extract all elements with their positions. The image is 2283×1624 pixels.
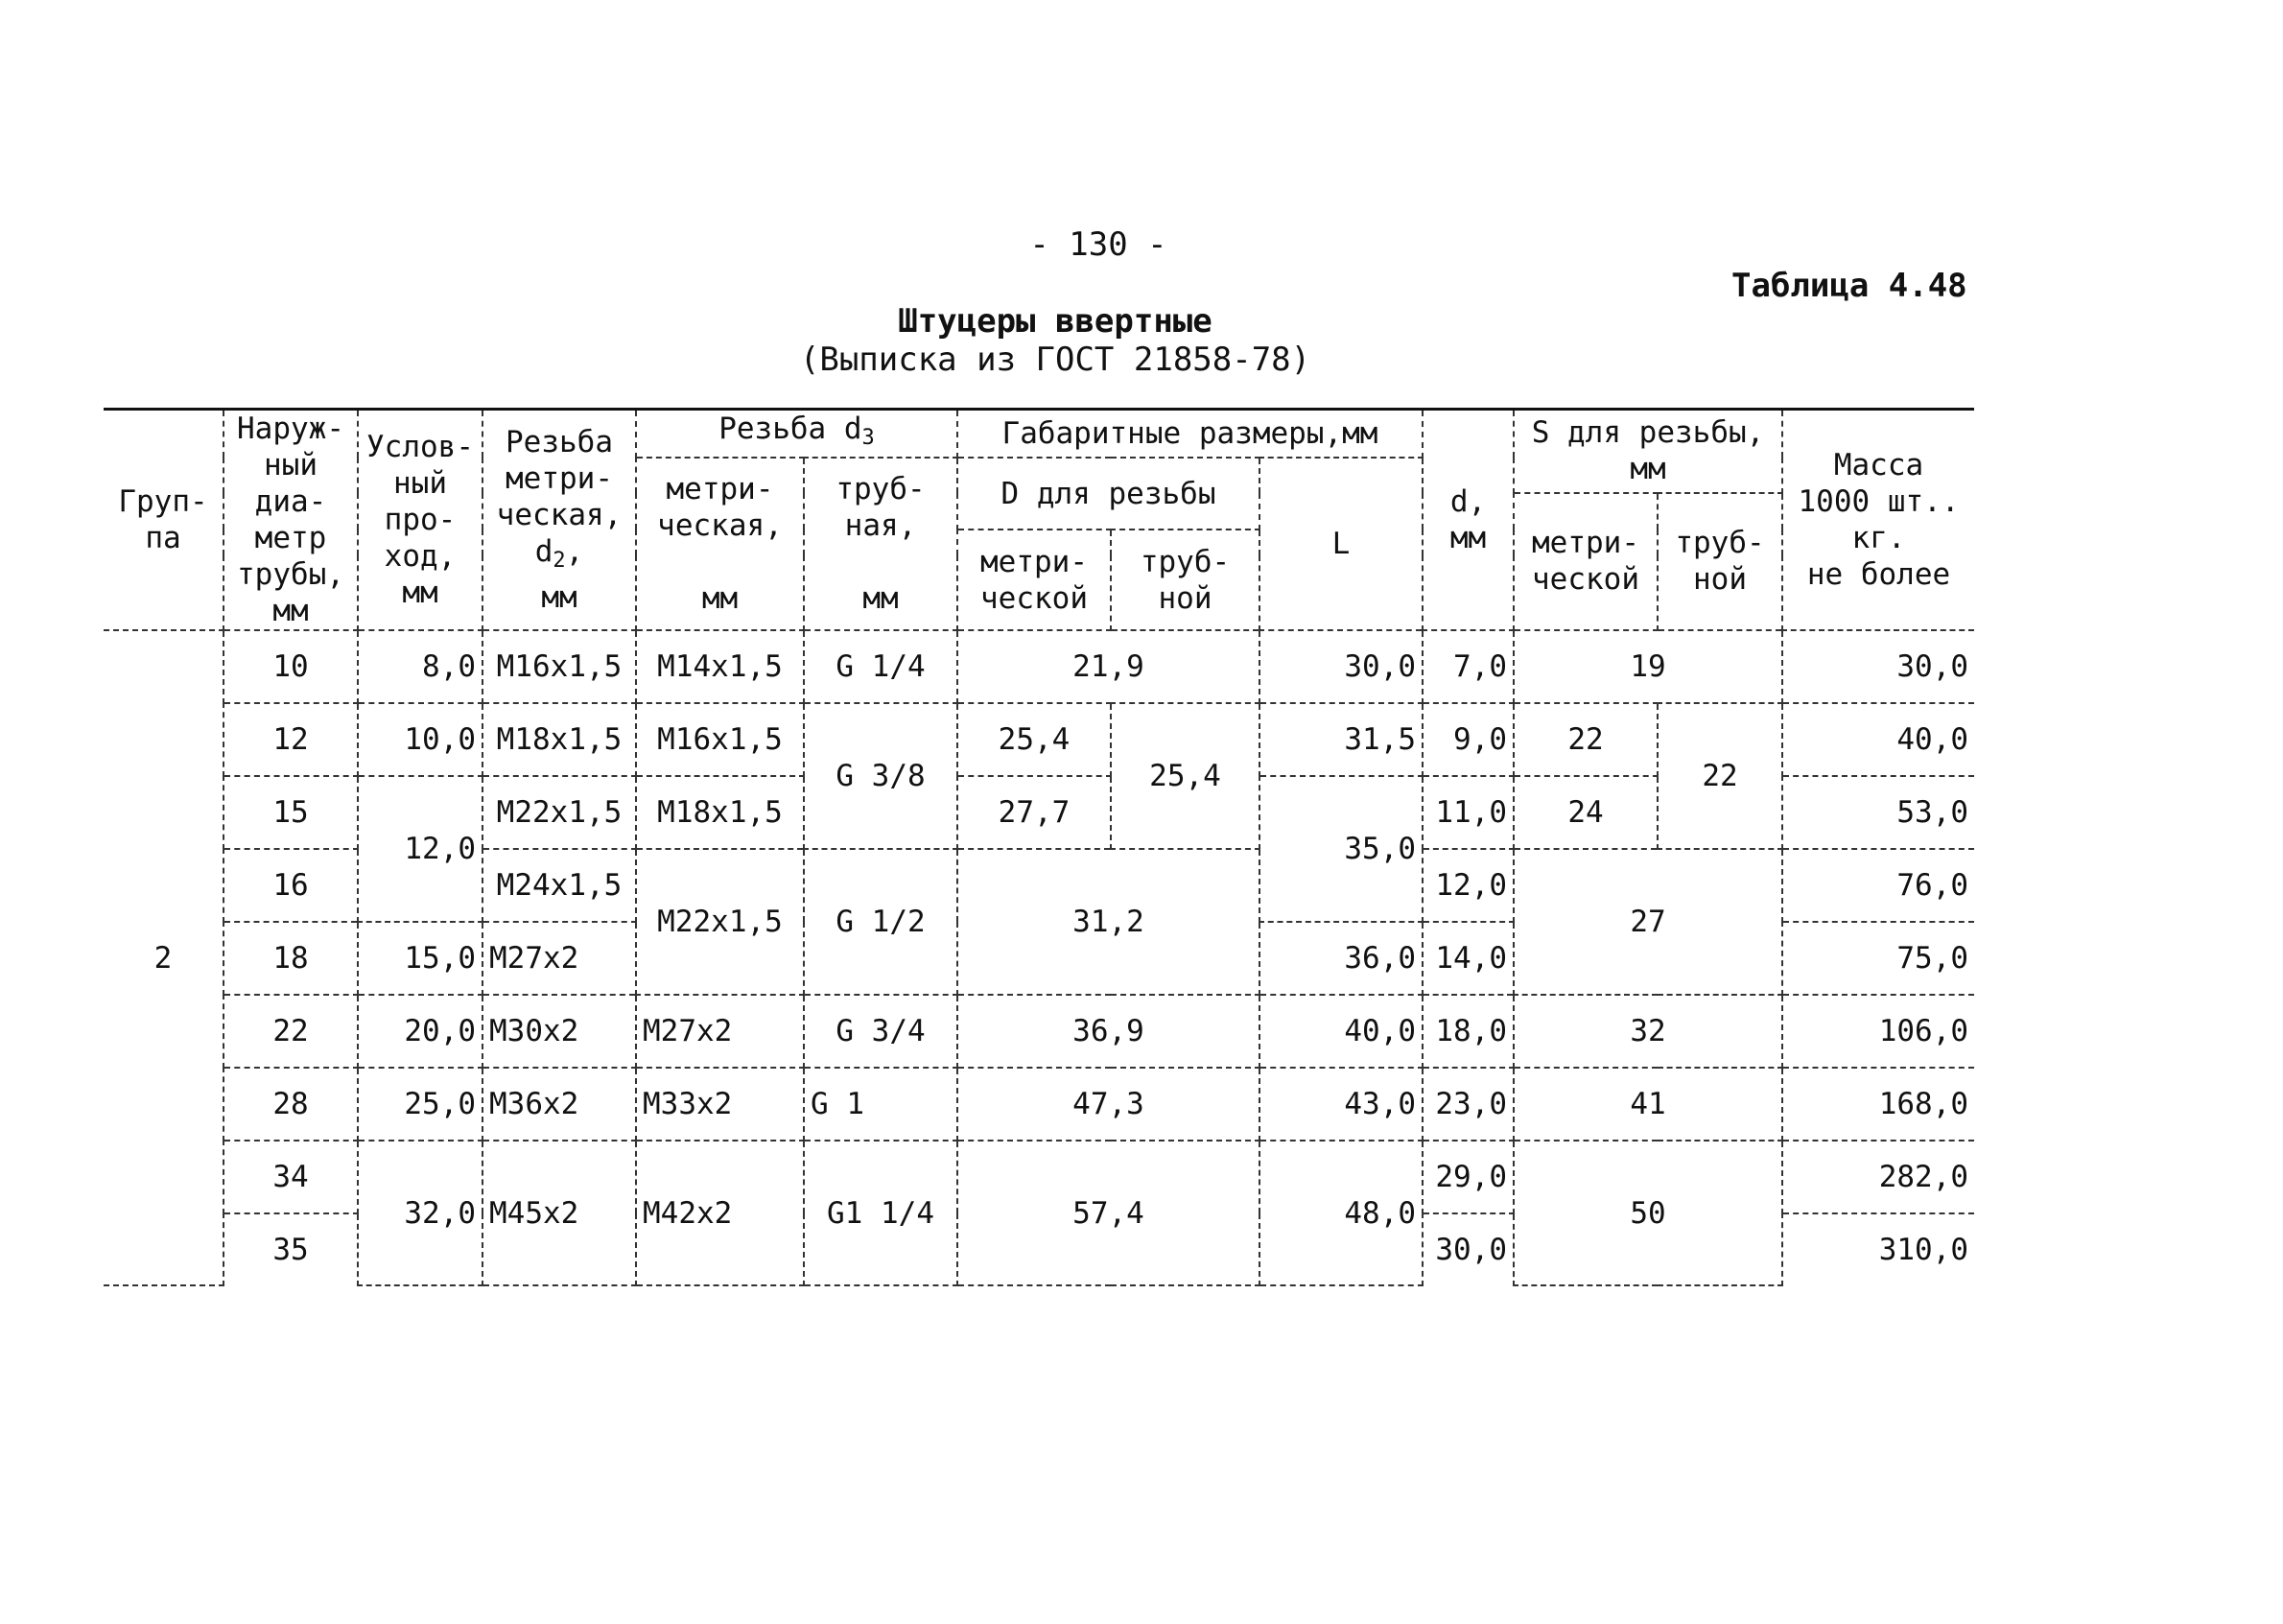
header-d-pipe: труб- ной — [1111, 530, 1259, 630]
cell-L: 43,0 — [1259, 1068, 1423, 1141]
cell-L: 31,5 — [1259, 703, 1423, 776]
cell-outer-diameter: 18 — [224, 922, 358, 995]
cell-D-metric: 27,7 — [957, 776, 1111, 849]
cell-S-metric: 22 — [1514, 703, 1658, 776]
header-group: Груп- па — [104, 410, 224, 631]
table-row — [104, 1068, 1974, 1141]
cell-nominal-bore: 8,0 — [358, 630, 482, 703]
cell-d3-metric: M22x1,5 — [636, 849, 804, 995]
cell-D: 36,9 — [957, 995, 1259, 1068]
cell-S: 19 — [1514, 630, 1782, 703]
cell-D: 57,4 — [957, 1141, 1259, 1285]
cell-d: 30,0 — [1423, 1213, 1514, 1285]
table-row — [104, 630, 1974, 703]
table-row — [104, 703, 1974, 776]
cell-outer-diameter: 16 — [224, 849, 358, 922]
cell-d3-pipe: G1 1/4 — [804, 1141, 957, 1285]
cell-mass: 30,0 — [1782, 630, 1974, 703]
cell-d3-metric: M14x1,5 — [636, 630, 804, 703]
cell-mass: 75,0 — [1782, 922, 1974, 995]
table-title: Штуцеры ввертные — [898, 302, 1212, 341]
cell-S: 50 — [1514, 1141, 1782, 1285]
cell-S-pipe: 22 — [1658, 703, 1782, 849]
cell-outer-diameter: 12 — [224, 703, 358, 776]
cell-d: 9,0 — [1423, 703, 1514, 776]
cell-nominal-bore: 25,0 — [358, 1068, 482, 1141]
cell-d3-metric: M42x2 — [636, 1141, 804, 1285]
cell-thread-d2: M16x1,5 — [482, 630, 636, 703]
cell-outer-diameter: 15 — [224, 776, 358, 849]
cell-mass: 106,0 — [1782, 995, 1974, 1068]
cell-thread-d2: M24x1,5 — [482, 849, 636, 922]
cell-L: 48,0 — [1259, 1141, 1423, 1285]
header-d-metric: метри- ческой — [957, 530, 1111, 630]
cell-d3-metric: M16x1,5 — [636, 703, 804, 776]
cell-d3-pipe: G 3/4 — [804, 995, 957, 1068]
page-number: - 130 - — [1029, 225, 1167, 264]
cell-D: 47,3 — [957, 1068, 1259, 1141]
cell-L: 36,0 — [1259, 922, 1423, 995]
cell-nominal-bore: 20,0 — [358, 995, 482, 1068]
cell-mass: 76,0 — [1782, 849, 1974, 922]
cell-d: 23,0 — [1423, 1068, 1514, 1141]
cell-d: 7,0 — [1423, 630, 1514, 703]
cell-d: 18,0 — [1423, 995, 1514, 1068]
cell-d3-pipe: G 1/4 — [804, 630, 957, 703]
cell-thread-d2: M45x2 — [482, 1141, 636, 1285]
cell-d: 14,0 — [1423, 922, 1514, 995]
cell-nominal-bore: 12,0 — [358, 776, 482, 922]
cell-outer-diameter: 28 — [224, 1068, 358, 1141]
table-row — [104, 1141, 1974, 1213]
cell-d: 11,0 — [1423, 776, 1514, 849]
table-row — [104, 995, 1974, 1068]
fittings-table — [104, 408, 1974, 1286]
cell-d3-pipe: G 3/8 — [804, 703, 957, 849]
cell-thread-d2: M36x2 — [482, 1068, 636, 1141]
cell-nominal-bore: 10,0 — [358, 703, 482, 776]
header-L: L — [1259, 458, 1423, 630]
cell-group: 2 — [104, 630, 224, 1285]
cell-nominal-bore: 32,0 — [358, 1141, 482, 1285]
header-thread-d3: Резьба $d_3$ — [636, 410, 957, 459]
cell-L: 30,0 — [1259, 630, 1423, 703]
cell-mass: 40,0 — [1782, 703, 1974, 776]
cell-S: 41 — [1514, 1068, 1782, 1141]
cell-d3-metric: M18x1,5 — [636, 776, 804, 849]
cell-mass: 53,0 — [1782, 776, 1974, 849]
cell-d: 29,0 — [1423, 1141, 1514, 1213]
header-dimensions: Габаритные размеры,мм — [957, 410, 1423, 459]
cell-S-metric: 24 — [1514, 776, 1658, 849]
cell-d3-metric: M27x2 — [636, 995, 804, 1068]
cell-outer-diameter: 34 — [224, 1141, 358, 1213]
cell-d: 12,0 — [1423, 849, 1514, 922]
table-subtitle: (Выписка из ГОСТ 21858-78) — [799, 341, 1311, 379]
table-number: Таблица 4.48 — [1731, 267, 1967, 305]
cell-D-pipe: 25,4 — [1111, 703, 1259, 849]
cell-thread-d2: M27x2 — [482, 922, 636, 995]
cell-thread-d2: M22x1,5 — [482, 776, 636, 849]
cell-outer-diameter: 10 — [224, 630, 358, 703]
cell-nominal-bore: 15,0 — [358, 922, 482, 995]
header-d-for-thread: D для резьбы — [957, 458, 1259, 530]
cell-d3-pipe: G 1/2 — [804, 849, 957, 995]
cell-mass: 168,0 — [1782, 1068, 1974, 1141]
cell-outer-diameter: 22 — [224, 995, 358, 1068]
cell-mass: 282,0 — [1782, 1141, 1974, 1213]
cell-L: 40,0 — [1259, 995, 1423, 1068]
cell-S: 27 — [1514, 849, 1782, 995]
cell-D-metric: 25,4 — [957, 703, 1111, 776]
cell-S: 32 — [1514, 995, 1782, 1068]
header-thread-d2: Резьба метри- ческая, $d_2$, мм — [482, 410, 636, 631]
header-s-metric: метри- ческой — [1514, 493, 1658, 630]
header-outer-diameter: Наруж- ный диа- метр трубы, мм — [224, 410, 358, 631]
cell-D: 31,2 — [957, 849, 1259, 995]
header-d: d, мм — [1423, 410, 1514, 631]
header-mass: Масса 1000 шт.. кг. не более — [1782, 410, 1974, 631]
cell-L: 35,0 — [1259, 776, 1423, 922]
header-d3-metric: метри- ческая, мм — [636, 458, 804, 630]
cell-thread-d2: M30x2 — [482, 995, 636, 1068]
table-container — [104, 408, 1974, 1286]
header-d3-pipe: труб- ная, мм — [804, 458, 957, 630]
cell-thread-d2: M18x1,5 — [482, 703, 636, 776]
cell-outer-diameter: 35 — [224, 1213, 358, 1285]
cell-mass: 310,0 — [1782, 1213, 1974, 1285]
header-s-pipe: труб- ной — [1658, 493, 1782, 630]
cell-d3-metric: M33x2 — [636, 1068, 804, 1141]
cell-d3-pipe: G 1 — [804, 1068, 957, 1141]
header-s-for-thread: S для резьбы, мм — [1514, 410, 1782, 493]
header-nominal-bore: Услов- ный про- ход, мм — [358, 410, 482, 631]
cell-D: 21,9 — [957, 630, 1259, 703]
